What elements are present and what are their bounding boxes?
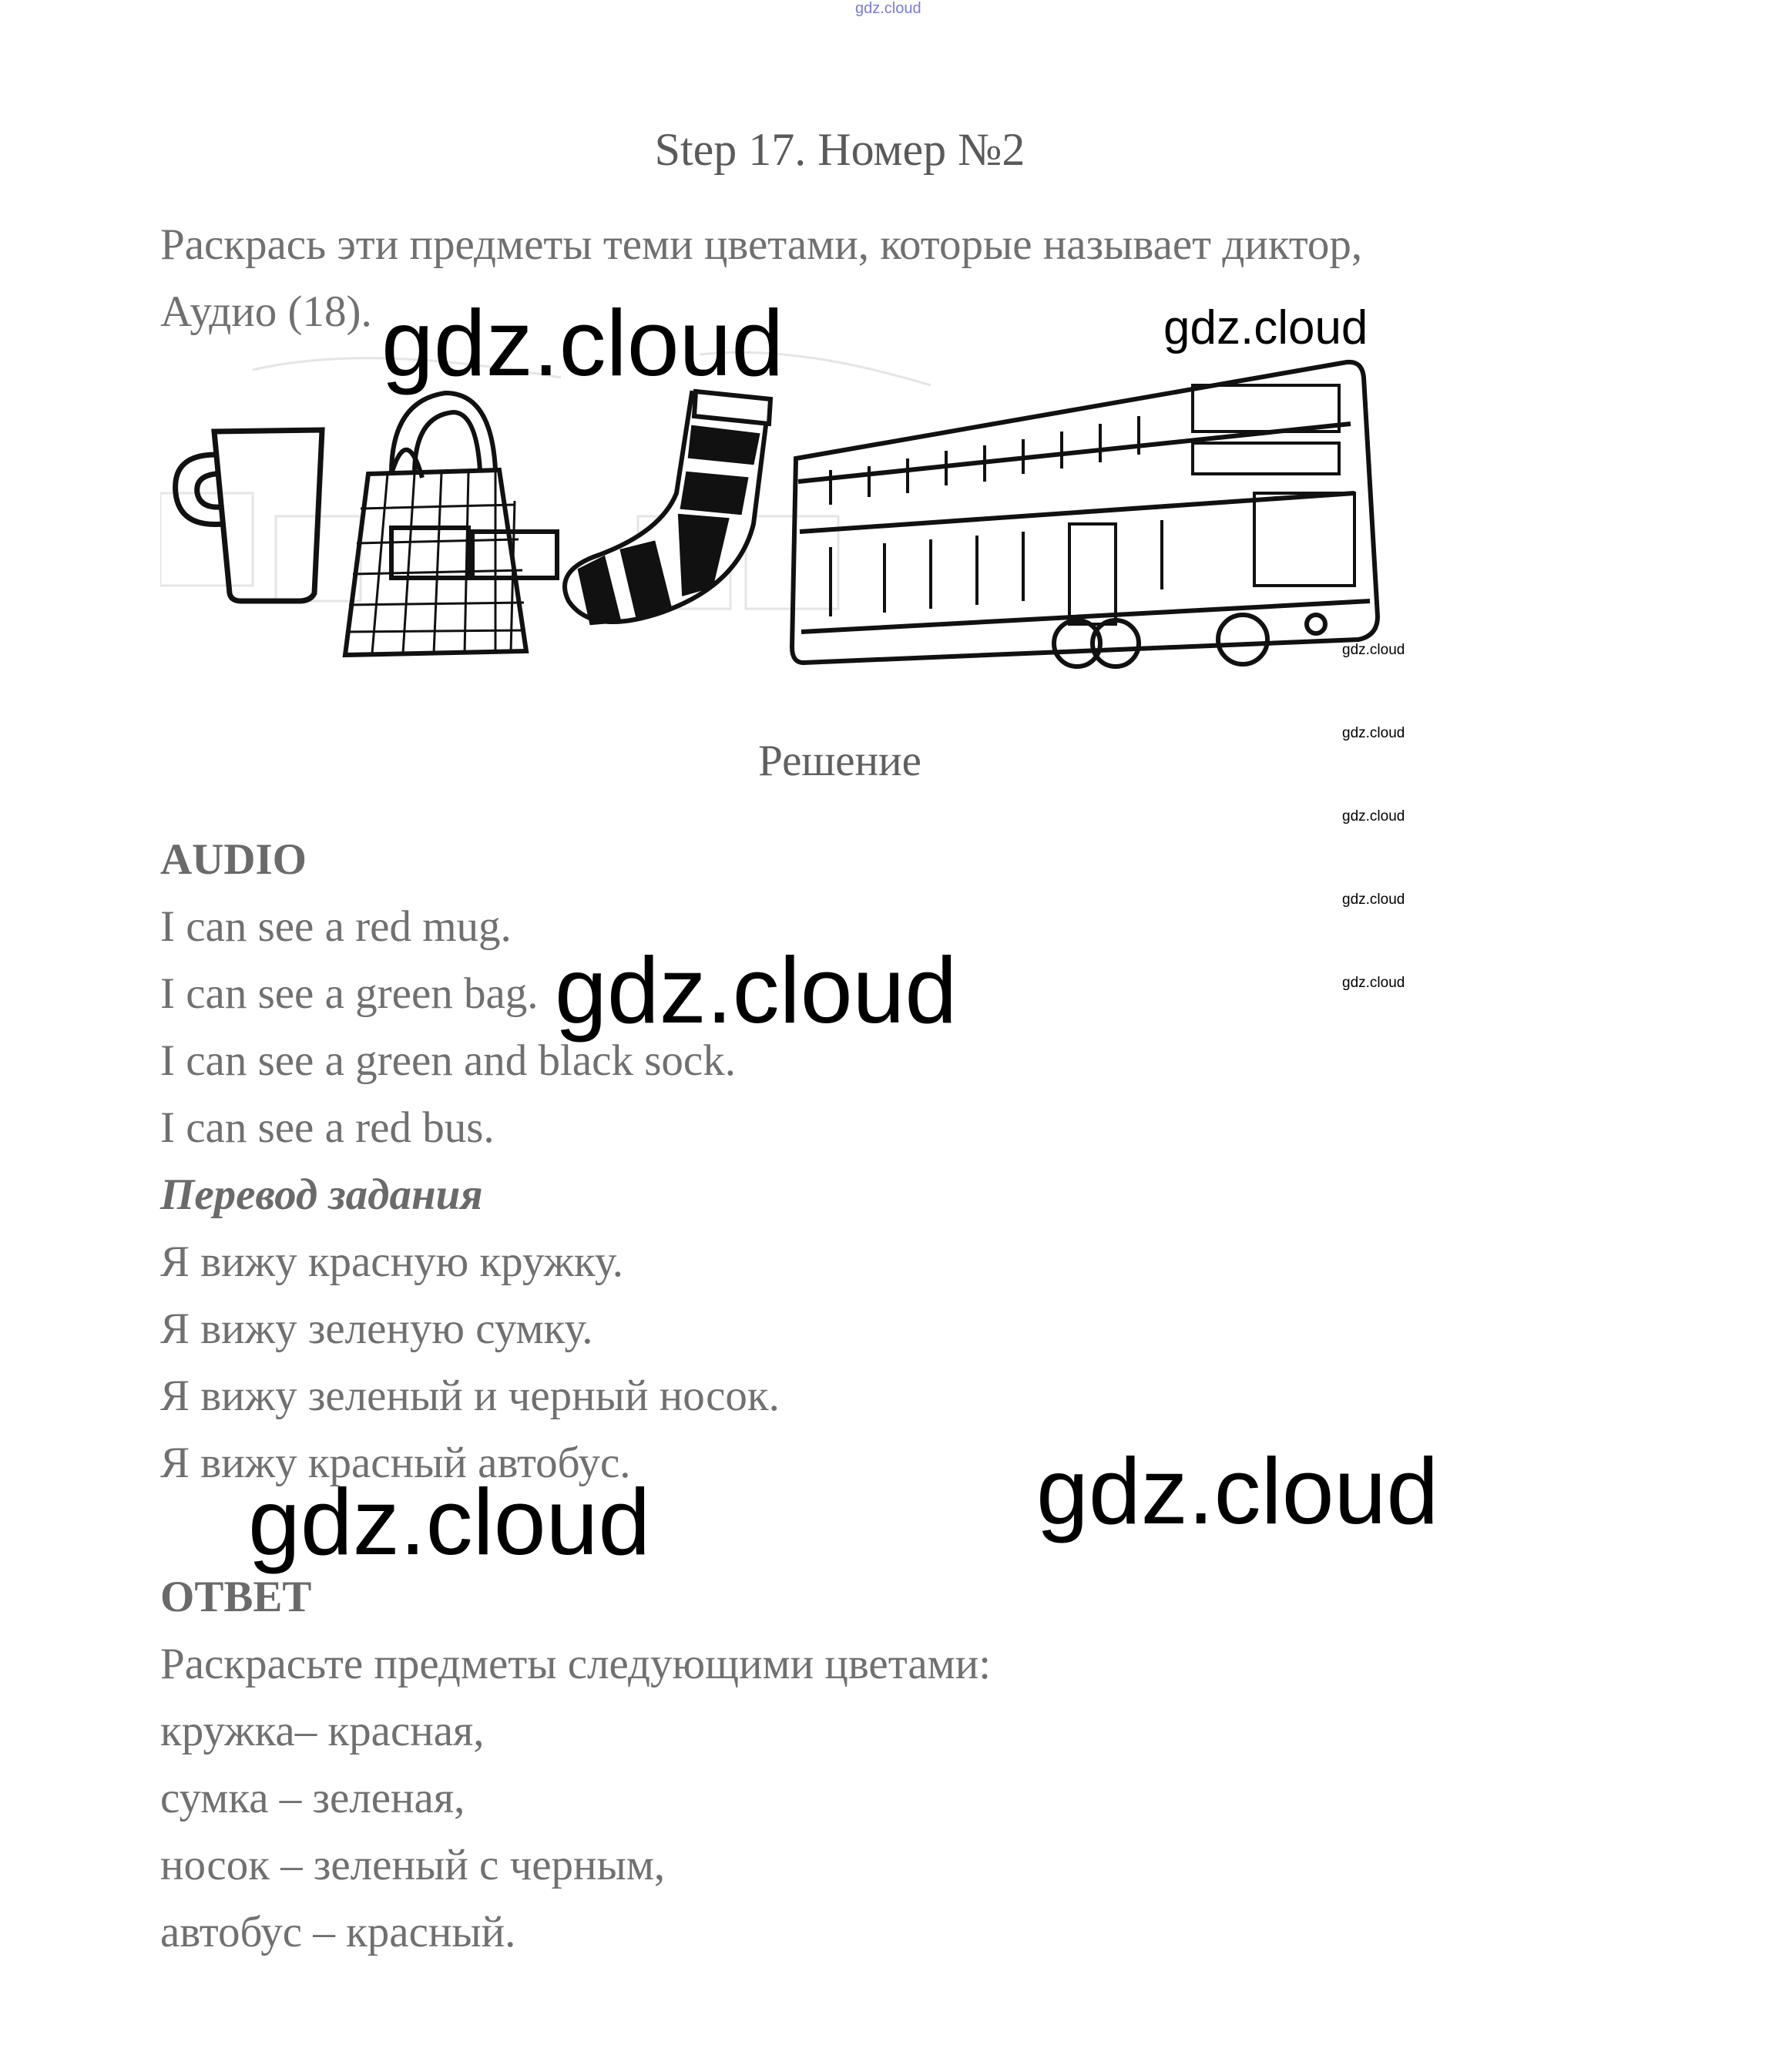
bag-icon <box>345 393 557 655</box>
audio-line: I can see a green and black sock. <box>160 1036 736 1085</box>
answer-heading: ОТВЕТ <box>160 1573 312 1621</box>
audio-heading: AUDIO <box>160 835 307 884</box>
header-watermark: gdz.cloud <box>855 0 921 17</box>
answer-line: сумка – зеленая, <box>160 1774 465 1822</box>
translation-line: Я вижу красный автобус. <box>160 1439 631 1487</box>
watermark: gdz.cloud <box>555 938 958 1043</box>
translation-line: Я вижу зеленый и черный носок. <box>160 1372 780 1420</box>
watermark: gdz.cloud <box>1342 975 1405 991</box>
audio-line: I can see a red mug. <box>160 902 512 951</box>
answer-line: Раскрасьте предметы следующими цветами: <box>160 1640 992 1688</box>
answer-line: автобус – красный. <box>160 1908 516 1956</box>
answer-line: носок – зеленый с черным, <box>160 1841 666 1889</box>
sock-icon <box>565 391 770 623</box>
answer-line: кружка– красная, <box>160 1707 485 1755</box>
watermark: gdz.cloud <box>1036 1439 1439 1543</box>
watermark: gdz.cloud <box>248 1469 651 1574</box>
watermark: gdz.cloud <box>1163 301 1368 354</box>
translation-heading: Перевод задания <box>160 1170 483 1219</box>
translation-line: Я вижу зеленую сумку. <box>160 1305 593 1353</box>
translation-line: Я вижу красную кружку. <box>160 1237 623 1286</box>
task-text-line-2: Аудио (18). <box>160 287 372 336</box>
watermark: gdz.cloud <box>1342 642 1405 658</box>
bus-icon <box>792 362 1378 667</box>
watermark: gdz.cloud <box>1342 808 1405 824</box>
solution-heading: Решение <box>758 737 921 785</box>
watermark: gdz.cloud <box>381 290 784 395</box>
audio-line: I can see a red bus. <box>160 1103 495 1152</box>
audio-line: I can see a green bag. <box>160 969 539 1018</box>
watermark: gdz.cloud <box>1342 892 1405 908</box>
watermark: gdz.cloud <box>1342 725 1405 741</box>
page-title: Step 17. Номер №2 <box>654 124 1025 175</box>
task-text-line-1: Раскрась эти предметы теми цветами, которые называет диктор, <box>160 220 1363 269</box>
